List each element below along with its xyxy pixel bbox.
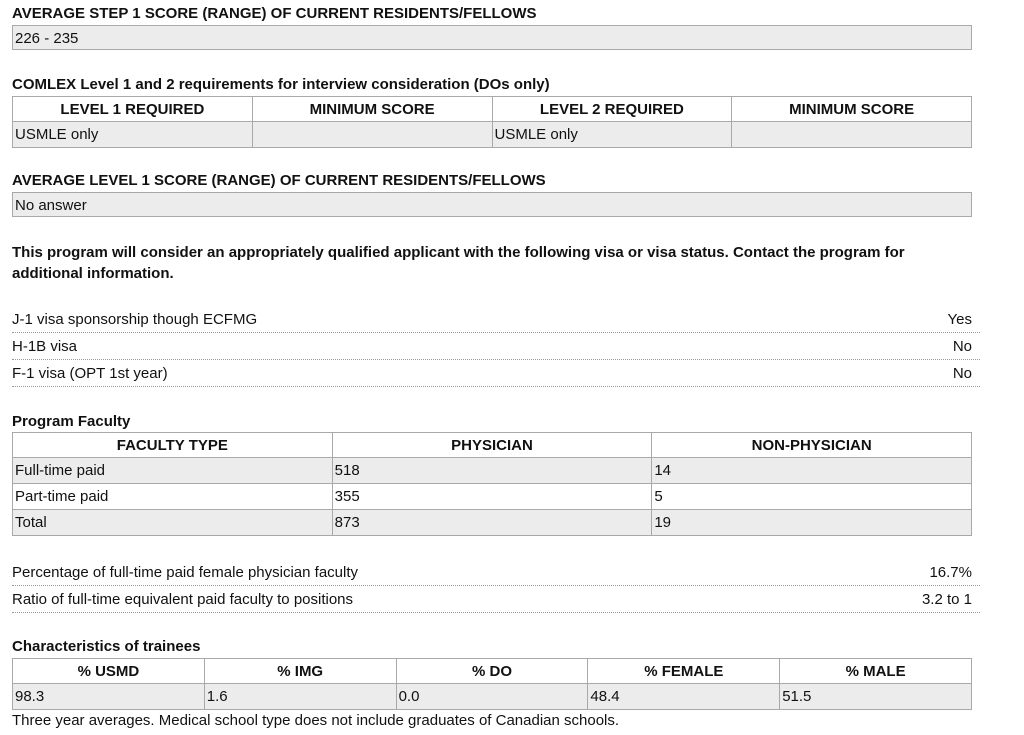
faculty-cell: 14 <box>652 458 972 484</box>
list-item <box>12 560 980 586</box>
comlex-cell <box>252 122 492 148</box>
trainees-col-do: % DO <box>396 659 588 684</box>
trainees-cell: 98.3 <box>13 684 205 710</box>
table-row <box>13 510 972 536</box>
faculty-cell: Full-time paid <box>13 458 333 484</box>
stat-label: Percentage of full-time paid female physician faculty <box>12 564 359 581</box>
stat-value: 16.7% <box>929 564 972 581</box>
comlex-col-min2: MINIMUM SCORE <box>732 97 972 122</box>
trainees-cell: 48.4 <box>588 684 780 710</box>
visa-value: No <box>952 338 972 355</box>
visa-list <box>12 307 980 387</box>
step1-value: 226 - 235 <box>12 25 972 50</box>
faculty-cell: 355 <box>332 484 652 510</box>
comlex-cell: USMLE only <box>492 122 732 148</box>
comlex-cell <box>732 122 972 148</box>
visa-label: H-1B visa <box>12 338 78 355</box>
visa-intro: This program will consider an appropriately qualified applicant with the following visa or visa status. Contact the program for additional information. <box>12 244 905 282</box>
table-row <box>13 484 972 510</box>
trainees-cell: 0.0 <box>396 684 588 710</box>
trainees-cell: 1.6 <box>204 684 396 710</box>
faculty-cell: Part-time paid <box>13 484 333 510</box>
comlex-col-level1: LEVEL 1 REQUIRED <box>13 97 253 122</box>
faculty-cell: 5 <box>652 484 972 510</box>
faculty-col-nonphysician: NON-PHYSICIAN <box>652 433 972 458</box>
visa-value: No <box>952 365 972 382</box>
trainees-col-male: % MALE <box>780 659 972 684</box>
faculty-table <box>12 432 972 536</box>
faculty-header-row <box>13 433 972 458</box>
comlex-col-min1: MINIMUM SCORE <box>252 97 492 122</box>
comlex-header-row <box>13 97 972 122</box>
level1-heading: AVERAGE LEVEL 1 SCORE (RANGE) OF CURRENT RESIDENTS/FELLOWS <box>12 172 546 189</box>
trainees-note: Three year averages. Medical school type does not include graduates of Canadian schools. <box>12 712 620 729</box>
list-item <box>12 334 980 360</box>
trainees-col-female: % FEMALE <box>588 659 780 684</box>
trainees-col-usmd: % USMD <box>13 659 205 684</box>
faculty-cell: Total <box>13 510 333 536</box>
visa-value: Yes <box>947 311 972 328</box>
faculty-cell: 518 <box>332 458 652 484</box>
trainees-header-row <box>13 659 972 684</box>
step1-heading: AVERAGE STEP 1 SCORE (RANGE) OF CURRENT RESIDENTS/FELLOWS <box>12 5 537 22</box>
table-row <box>13 684 972 710</box>
faculty-col-physician: PHYSICIAN <box>332 433 652 458</box>
comlex-cell: USMLE only <box>13 122 253 148</box>
stat-value: 3.2 to 1 <box>921 591 972 608</box>
table-row <box>13 458 972 484</box>
trainees-col-img: % IMG <box>204 659 396 684</box>
list-item <box>12 587 980 613</box>
comlex-table <box>12 96 972 148</box>
visa-label: F-1 visa (OPT 1st year) <box>12 365 168 382</box>
faculty-col-type: FACULTY TYPE <box>13 433 333 458</box>
trainees-table <box>12 658 972 710</box>
list-item <box>12 361 980 387</box>
comlex-col-level2: LEVEL 2 REQUIRED <box>492 97 732 122</box>
trainees-cell: 51.5 <box>780 684 972 710</box>
comlex-heading: COMLEX Level 1 and 2 requirements for interview consideration (DOs only) <box>12 76 550 93</box>
faculty-stats <box>12 560 980 613</box>
list-item <box>12 307 980 333</box>
faculty-cell: 873 <box>332 510 652 536</box>
faculty-heading: Program Faculty <box>12 413 131 430</box>
stat-label: Ratio of full-time equivalent paid faculty to positions <box>12 591 354 608</box>
table-row <box>13 122 972 148</box>
trainees-heading: Characteristics of trainees <box>12 638 201 655</box>
visa-label: J-1 visa sponsorship though ECFMG <box>12 311 258 328</box>
level1-value: No answer <box>12 192 972 217</box>
faculty-cell: 19 <box>652 510 972 536</box>
